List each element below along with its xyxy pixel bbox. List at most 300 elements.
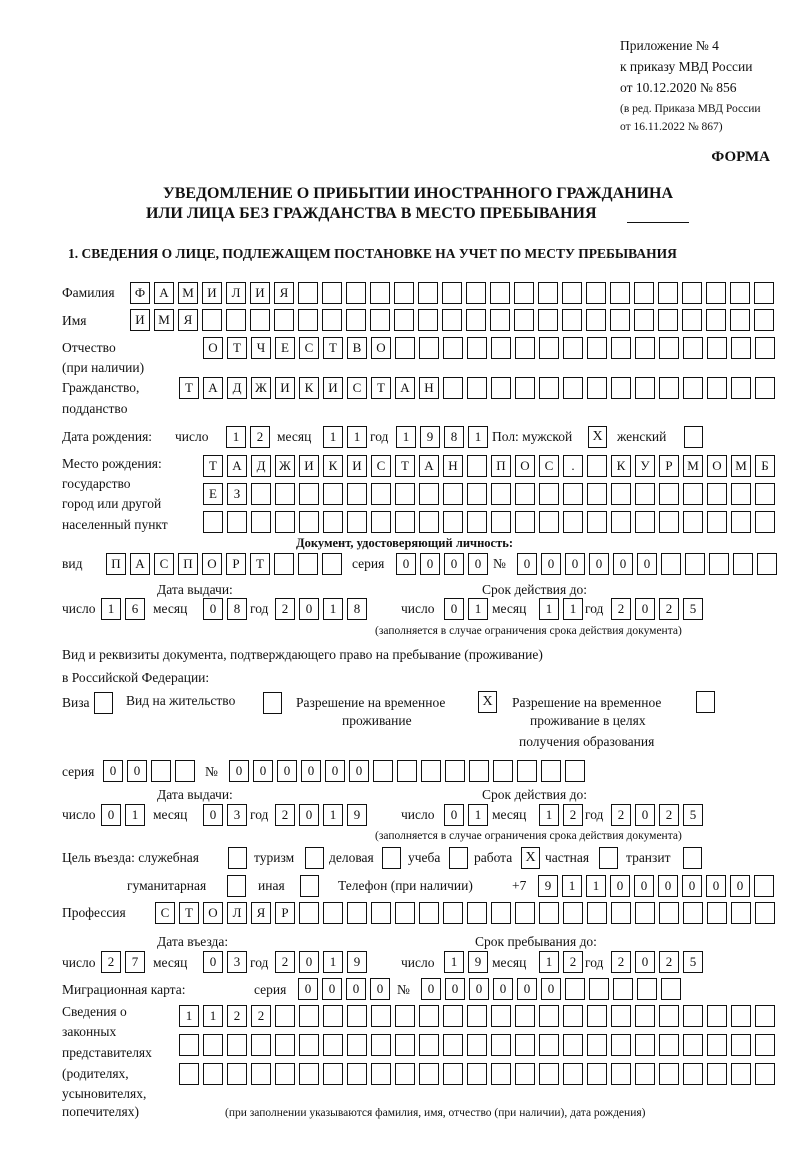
char-box[interactable] (275, 1034, 295, 1056)
char-box[interactable] (539, 377, 559, 399)
char-box[interactable] (635, 1063, 655, 1085)
char-box[interactable]: К (611, 455, 631, 477)
char-box[interactable]: 9 (347, 804, 367, 826)
char-box[interactable] (589, 978, 609, 1000)
char-box[interactable]: А (154, 282, 174, 304)
char-box[interactable] (707, 337, 727, 359)
char-box[interactable] (731, 337, 751, 359)
char-box[interactable]: 0 (103, 760, 123, 782)
char-box[interactable] (565, 760, 585, 782)
visa-checkbox[interactable] (94, 692, 113, 714)
char-box[interactable] (443, 511, 463, 533)
char-box[interactable] (251, 1034, 271, 1056)
char-box[interactable]: 0 (396, 553, 416, 575)
char-box[interactable] (755, 337, 775, 359)
char-box[interactable] (683, 337, 703, 359)
char-box[interactable]: 0 (444, 804, 464, 826)
char-box[interactable]: Т (371, 377, 391, 399)
char-box[interactable] (637, 978, 657, 1000)
char-box[interactable]: 2 (275, 804, 295, 826)
char-box[interactable] (299, 1034, 319, 1056)
char-box[interactable]: 1 (586, 875, 606, 897)
char-box[interactable] (467, 377, 487, 399)
char-box[interactable] (467, 511, 487, 533)
char-box[interactable] (730, 282, 750, 304)
char-box[interactable] (515, 337, 535, 359)
char-box[interactable]: К (299, 377, 319, 399)
purpose-official-checkbox[interactable] (228, 847, 247, 869)
char-box[interactable] (491, 511, 511, 533)
char-box[interactable] (322, 309, 342, 331)
char-box[interactable] (395, 1034, 415, 1056)
char-box[interactable] (539, 1034, 559, 1056)
char-box[interactable]: 0 (634, 875, 654, 897)
char-box[interactable]: П (491, 455, 511, 477)
char-box[interactable] (635, 377, 655, 399)
purpose-study-checkbox[interactable] (449, 847, 468, 869)
char-box[interactable]: Т (227, 337, 247, 359)
char-box[interactable]: 8 (347, 598, 367, 620)
char-box[interactable] (661, 978, 681, 1000)
char-box[interactable] (397, 760, 417, 782)
char-box[interactable] (730, 309, 750, 331)
char-box[interactable] (683, 377, 703, 399)
char-box[interactable] (659, 1063, 679, 1085)
char-box[interactable] (731, 377, 751, 399)
char-box[interactable]: М (683, 455, 703, 477)
char-box[interactable]: 0 (444, 598, 464, 620)
char-box[interactable] (491, 337, 511, 359)
char-box[interactable]: 0 (420, 553, 440, 575)
char-box[interactable] (179, 1034, 199, 1056)
char-box[interactable] (346, 309, 366, 331)
char-box[interactable] (467, 1034, 487, 1056)
char-box[interactable]: И (323, 377, 343, 399)
char-box[interactable] (539, 337, 559, 359)
char-box[interactable] (275, 1063, 295, 1085)
char-box[interactable]: И (250, 282, 270, 304)
char-box[interactable]: 0 (541, 978, 561, 1000)
char-box[interactable] (683, 902, 703, 924)
char-box[interactable]: Б (755, 455, 775, 477)
char-box[interactable] (323, 1034, 343, 1056)
char-box[interactable]: 2 (250, 426, 270, 448)
char-box[interactable] (755, 1063, 775, 1085)
char-box[interactable] (709, 553, 729, 575)
char-box[interactable]: Е (275, 337, 295, 359)
char-box[interactable] (562, 282, 582, 304)
char-box[interactable] (490, 309, 510, 331)
char-box[interactable]: 9 (420, 426, 440, 448)
char-box[interactable] (371, 1034, 391, 1056)
char-box[interactable]: 0 (127, 760, 147, 782)
char-box[interactable] (515, 483, 535, 505)
char-box[interactable] (442, 309, 462, 331)
purpose-other-checkbox[interactable] (300, 875, 319, 897)
char-box[interactable] (587, 377, 607, 399)
char-box[interactable]: 0 (299, 804, 319, 826)
char-box[interactable] (563, 377, 583, 399)
char-box[interactable] (418, 282, 438, 304)
char-box[interactable]: 2 (611, 951, 631, 973)
char-box[interactable] (346, 282, 366, 304)
sex-male-checkbox[interactable]: X (588, 426, 607, 448)
char-box[interactable] (634, 282, 654, 304)
char-box[interactable] (515, 902, 535, 924)
char-box[interactable] (587, 1063, 607, 1085)
char-box[interactable]: Я (251, 902, 271, 924)
char-box[interactable] (610, 309, 630, 331)
char-box[interactable]: Е (203, 483, 223, 505)
char-box[interactable]: М (731, 455, 751, 477)
char-box[interactable] (707, 511, 727, 533)
char-box[interactable]: 2 (659, 598, 679, 620)
char-box[interactable] (514, 309, 534, 331)
char-box[interactable] (347, 902, 367, 924)
char-box[interactable] (539, 1005, 559, 1027)
char-box[interactable] (347, 511, 367, 533)
char-box[interactable] (491, 1005, 511, 1027)
char-box[interactable] (611, 483, 631, 505)
char-box[interactable]: 1 (444, 951, 464, 973)
char-box[interactable]: 1 (562, 875, 582, 897)
char-box[interactable]: А (419, 455, 439, 477)
char-box[interactable] (707, 902, 727, 924)
char-box[interactable] (226, 309, 246, 331)
char-box[interactable] (323, 902, 343, 924)
char-box[interactable]: К (323, 455, 343, 477)
char-box[interactable] (635, 337, 655, 359)
char-box[interactable] (371, 1063, 391, 1085)
char-box[interactable] (563, 337, 583, 359)
char-box[interactable] (323, 1063, 343, 1085)
char-box[interactable]: 0 (635, 598, 655, 620)
char-box[interactable] (539, 511, 559, 533)
char-box[interactable] (298, 309, 318, 331)
char-box[interactable] (419, 337, 439, 359)
char-box[interactable]: 0 (469, 978, 489, 1000)
char-box[interactable]: 1 (125, 804, 145, 826)
char-box[interactable]: 1 (539, 951, 559, 973)
char-box[interactable] (443, 902, 463, 924)
char-box[interactable] (659, 1005, 679, 1027)
char-box[interactable]: 0 (301, 760, 321, 782)
char-box[interactable]: 1 (563, 598, 583, 620)
char-box[interactable]: 2 (611, 804, 631, 826)
char-box[interactable] (491, 483, 511, 505)
char-box[interactable]: 2 (251, 1005, 271, 1027)
char-box[interactable]: П (106, 553, 126, 575)
char-box[interactable] (347, 1034, 367, 1056)
char-box[interactable]: 0 (445, 978, 465, 1000)
char-box[interactable] (658, 309, 678, 331)
char-box[interactable]: 9 (347, 951, 367, 973)
char-box[interactable]: С (299, 337, 319, 359)
purpose-private-checkbox[interactable] (599, 847, 618, 869)
char-box[interactable] (371, 902, 391, 924)
char-box[interactable]: 0 (229, 760, 249, 782)
temp-residence-edu-checkbox[interactable] (696, 691, 715, 713)
char-box[interactable] (683, 1034, 703, 1056)
char-box[interactable] (419, 1063, 439, 1085)
char-box[interactable]: 0 (203, 951, 223, 973)
char-box[interactable] (493, 760, 513, 782)
char-box[interactable]: З (227, 483, 247, 505)
char-box[interactable] (635, 483, 655, 505)
char-box[interactable] (418, 309, 438, 331)
char-box[interactable] (658, 282, 678, 304)
char-box[interactable] (299, 1063, 319, 1085)
char-box[interactable]: Л (226, 282, 246, 304)
char-box[interactable]: И (130, 309, 150, 331)
char-box[interactable]: 2 (563, 951, 583, 973)
char-box[interactable]: 3 (227, 951, 247, 973)
char-box[interactable] (203, 511, 223, 533)
char-box[interactable] (203, 1063, 223, 1085)
char-box[interactable]: 1 (468, 804, 488, 826)
char-box[interactable]: 0 (346, 978, 366, 1000)
char-box[interactable] (635, 902, 655, 924)
char-box[interactable] (371, 483, 391, 505)
char-box[interactable]: 1 (468, 598, 488, 620)
char-box[interactable]: 8 (444, 426, 464, 448)
char-box[interactable] (706, 282, 726, 304)
char-box[interactable] (395, 483, 415, 505)
char-box[interactable]: И (299, 455, 319, 477)
char-box[interactable]: 1 (347, 426, 367, 448)
char-box[interactable] (755, 902, 775, 924)
char-box[interactable]: Я (178, 309, 198, 331)
char-box[interactable]: И (202, 282, 222, 304)
char-box[interactable]: 0 (421, 978, 441, 1000)
char-box[interactable] (274, 309, 294, 331)
char-box[interactable] (611, 1063, 631, 1085)
char-box[interactable] (587, 511, 607, 533)
char-box[interactable] (754, 309, 774, 331)
char-box[interactable] (466, 309, 486, 331)
char-box[interactable] (443, 377, 463, 399)
char-box[interactable]: 0 (706, 875, 726, 897)
char-box[interactable] (275, 511, 295, 533)
char-box[interactable] (227, 1063, 247, 1085)
char-box[interactable] (298, 553, 318, 575)
char-box[interactable] (683, 483, 703, 505)
char-box[interactable] (733, 553, 753, 575)
sex-female-checkbox[interactable] (684, 426, 703, 448)
char-box[interactable]: М (178, 282, 198, 304)
char-box[interactable] (251, 511, 271, 533)
char-box[interactable] (515, 1034, 535, 1056)
char-box[interactable] (587, 1005, 607, 1027)
char-box[interactable] (467, 1005, 487, 1027)
char-box[interactable]: 0 (299, 598, 319, 620)
char-box[interactable]: 2 (227, 1005, 247, 1027)
char-box[interactable] (563, 902, 583, 924)
char-box[interactable] (659, 483, 679, 505)
char-box[interactable] (707, 1034, 727, 1056)
char-box[interactable]: 9 (468, 951, 488, 973)
char-box[interactable]: 1 (539, 804, 559, 826)
char-box[interactable]: 5 (683, 804, 703, 826)
char-box[interactable] (731, 902, 751, 924)
char-box[interactable] (754, 282, 774, 304)
char-box[interactable] (370, 309, 390, 331)
char-box[interactable] (467, 455, 487, 477)
char-box[interactable]: 0 (101, 804, 121, 826)
char-box[interactable] (587, 455, 607, 477)
char-box[interactable] (491, 1034, 511, 1056)
char-box[interactable] (731, 511, 751, 533)
char-box[interactable] (707, 377, 727, 399)
char-box[interactable] (517, 760, 537, 782)
char-box[interactable]: 0 (637, 553, 657, 575)
char-box[interactable] (419, 1005, 439, 1027)
char-box[interactable] (707, 1005, 727, 1027)
char-box[interactable]: 2 (659, 804, 679, 826)
char-box[interactable]: 1 (226, 426, 246, 448)
char-box[interactable] (611, 1034, 631, 1056)
char-box[interactable]: Т (250, 553, 270, 575)
char-box[interactable] (613, 978, 633, 1000)
char-box[interactable]: 0 (635, 951, 655, 973)
char-box[interactable] (151, 760, 171, 782)
char-box[interactable] (707, 1063, 727, 1085)
char-box[interactable]: Т (179, 902, 199, 924)
char-box[interactable]: 0 (565, 553, 585, 575)
char-box[interactable]: 5 (683, 951, 703, 973)
char-box[interactable]: С (155, 902, 175, 924)
char-box[interactable]: 7 (125, 951, 145, 973)
char-box[interactable] (299, 483, 319, 505)
char-box[interactable] (250, 309, 270, 331)
char-box[interactable] (443, 483, 463, 505)
char-box[interactable] (299, 511, 319, 533)
char-box[interactable]: 0 (325, 760, 345, 782)
char-box[interactable]: И (275, 377, 295, 399)
char-box[interactable]: О (203, 902, 223, 924)
char-box[interactable]: Р (275, 902, 295, 924)
char-box[interactable]: 2 (659, 951, 679, 973)
char-box[interactable] (661, 553, 681, 575)
char-box[interactable] (587, 483, 607, 505)
char-box[interactable] (563, 1005, 583, 1027)
char-box[interactable]: 3 (227, 804, 247, 826)
char-box[interactable] (682, 309, 702, 331)
char-box[interactable]: 1 (323, 951, 343, 973)
char-box[interactable]: 6 (125, 598, 145, 620)
char-box[interactable] (515, 377, 535, 399)
char-box[interactable]: Д (227, 377, 247, 399)
char-box[interactable]: 2 (563, 804, 583, 826)
char-box[interactable] (322, 282, 342, 304)
char-box[interactable] (227, 1034, 247, 1056)
purpose-work-checkbox[interactable]: X (521, 847, 540, 869)
char-box[interactable] (467, 902, 487, 924)
char-box[interactable] (394, 282, 414, 304)
char-box[interactable] (563, 483, 583, 505)
char-box[interactable] (515, 1005, 535, 1027)
char-box[interactable] (565, 978, 585, 1000)
char-box[interactable] (757, 553, 777, 575)
char-box[interactable] (202, 309, 222, 331)
char-box[interactable]: 1 (179, 1005, 199, 1027)
char-box[interactable]: 0 (517, 978, 537, 1000)
char-box[interactable]: 1 (468, 426, 488, 448)
char-box[interactable] (323, 511, 343, 533)
char-box[interactable]: С (347, 377, 367, 399)
char-box[interactable]: О (515, 455, 535, 477)
char-box[interactable]: А (130, 553, 150, 575)
char-box[interactable] (275, 1005, 295, 1027)
char-box[interactable] (443, 1005, 463, 1027)
char-box[interactable] (754, 875, 774, 897)
char-box[interactable] (563, 1063, 583, 1085)
char-box[interactable]: Л (227, 902, 247, 924)
char-box[interactable] (179, 1063, 199, 1085)
char-box[interactable] (373, 760, 393, 782)
char-box[interactable]: О (707, 455, 727, 477)
char-box[interactable] (731, 483, 751, 505)
char-box[interactable]: 1 (323, 426, 343, 448)
char-box[interactable]: Ж (275, 455, 295, 477)
char-box[interactable]: Д (251, 455, 271, 477)
char-box[interactable]: Ф (130, 282, 150, 304)
char-box[interactable]: 0 (635, 804, 655, 826)
char-box[interactable] (347, 1005, 367, 1027)
char-box[interactable] (395, 1063, 415, 1085)
char-box[interactable] (371, 1005, 391, 1027)
char-box[interactable] (467, 337, 487, 359)
char-box[interactable] (539, 902, 559, 924)
char-box[interactable] (539, 1063, 559, 1085)
char-box[interactable]: 0 (517, 553, 537, 575)
char-box[interactable] (755, 377, 775, 399)
char-box[interactable] (587, 1034, 607, 1056)
char-box[interactable] (490, 282, 510, 304)
char-box[interactable]: 0 (370, 978, 390, 1000)
char-box[interactable] (515, 511, 535, 533)
char-box[interactable] (442, 282, 462, 304)
char-box[interactable] (611, 377, 631, 399)
char-box[interactable] (682, 282, 702, 304)
char-box[interactable] (322, 553, 342, 575)
char-box[interactable]: Т (203, 455, 223, 477)
char-box[interactable]: 1 (396, 426, 416, 448)
char-box[interactable] (299, 1005, 319, 1027)
char-box[interactable]: 1 (539, 598, 559, 620)
char-box[interactable] (491, 902, 511, 924)
char-box[interactable] (515, 1063, 535, 1085)
char-box[interactable] (659, 1034, 679, 1056)
char-box[interactable]: 2 (101, 951, 121, 973)
char-box[interactable] (611, 511, 631, 533)
char-box[interactable] (175, 760, 195, 782)
char-box[interactable] (538, 282, 558, 304)
char-box[interactable]: 9 (538, 875, 558, 897)
char-box[interactable] (635, 1005, 655, 1027)
char-box[interactable]: 0 (589, 553, 609, 575)
char-box[interactable] (683, 1005, 703, 1027)
char-box[interactable] (323, 483, 343, 505)
char-box[interactable]: Н (443, 455, 463, 477)
char-box[interactable]: 0 (277, 760, 297, 782)
char-box[interactable]: О (371, 337, 391, 359)
char-box[interactable] (586, 282, 606, 304)
char-box[interactable]: О (203, 337, 223, 359)
purpose-humanitarian-checkbox[interactable] (227, 875, 246, 897)
char-box[interactable] (563, 511, 583, 533)
purpose-tourism-checkbox[interactable] (305, 847, 324, 869)
